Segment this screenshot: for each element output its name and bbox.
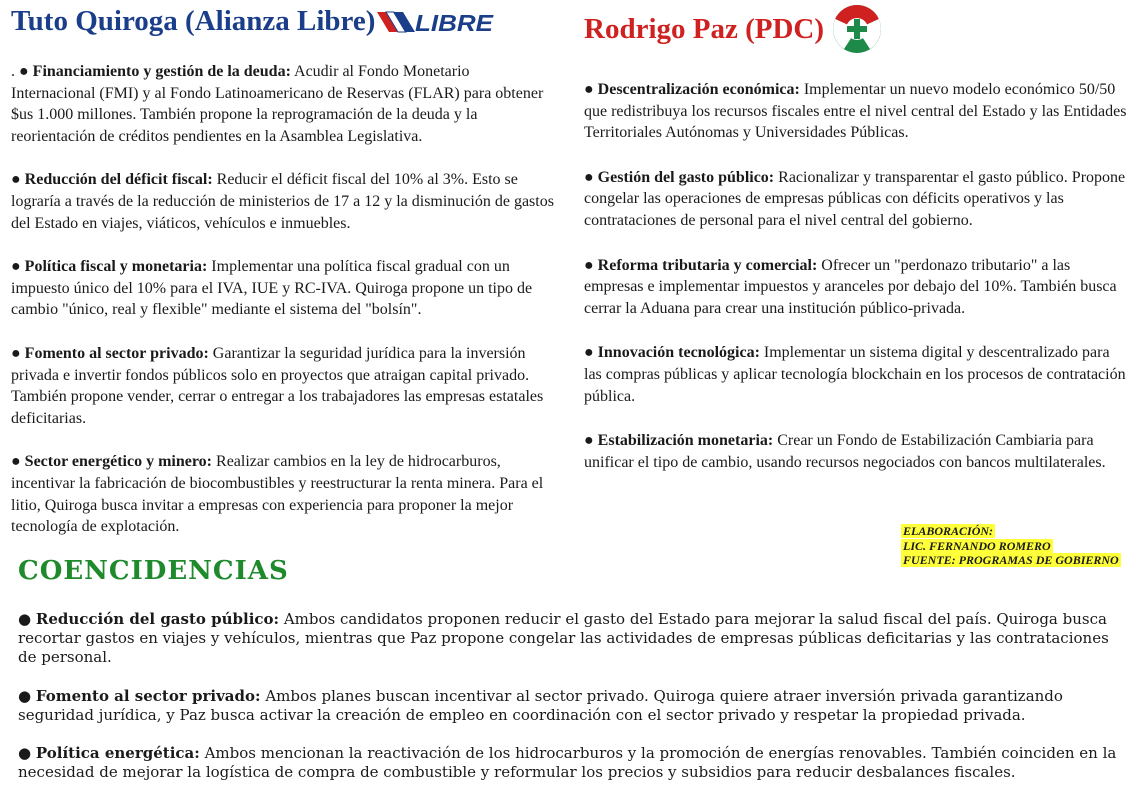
pdc-cross-icon bbox=[832, 4, 882, 54]
proposal-item: ● Gestión del gasto público: Racionalizar y transparentar el gasto público. Propone congelar las operaciones de empresas públicas con déficits operativos y las contrataciones de personal para el nivel central del gobierno. bbox=[584, 168, 1126, 229]
proposal-item: ● Innovación tecnológica: Implementar un sistema digital y descentralizado para las compras públicas y aplicar tecnología blockchain en los procesos de contratación pública. bbox=[584, 344, 1126, 405]
proposal-item: ● Reforma tributaria y comercial: Ofrecer un "perdonazo tributario" a las empresas e implementar impuestos y aranceles por debajo del 10%. También busca cerrar la Aduana para crear una institución público-privada. bbox=[584, 256, 1117, 317]
candidate-quiroga-name: Tuto Quiroga (Alianza Libre) bbox=[11, 5, 376, 37]
proposal-item: ● Política fiscal y monetaria: Implementar una política fiscal gradual con un impuesto único del 10% para el IVA, IUE y RC-IVA. Quiroga propone un tipo de cambio "único, real y flexible" mediante el sistema del "bolsín". bbox=[11, 258, 533, 319]
proposal-item: ● Reducción del déficit fiscal: Reducir el déficit fiscal del 10% al 3%. Esto se lograría a través de la reducción de ministerios de 17 a 12 y la disminución de gastos del Estado en viajes, viáticos, vehículos e inmuebles. bbox=[11, 171, 554, 232]
coincidence-item: ● Fomento al sector privado: Ambos planes buscan incentivar al sector privado. Quiroga quiere atraer inversión privada garantizando seguridad jurídica, y Paz busca activar la creación de empleo en coordinación con el sector privado y respetar la propiedad privada. bbox=[18, 686, 1063, 724]
credit-note bbox=[901, 524, 1121, 568]
candidate-paz-name: Rodrigo Paz (PDC) bbox=[584, 13, 825, 45]
candidate-paz-title bbox=[584, 4, 1129, 54]
coincidencias-list bbox=[18, 610, 1130, 801]
candidate-quiroga-title bbox=[11, 4, 556, 38]
pdc-logo bbox=[832, 4, 882, 54]
libre-flag-icon bbox=[377, 6, 495, 36]
libre-logo-text: LIBRE bbox=[415, 10, 495, 36]
proposal-item: ● Estabilización monetaria: Crear un Fondo de Estabilización Cambiaria para unificar el tipo de cambio, usando recursos negociados con bancos multilaterales. bbox=[584, 432, 1106, 471]
coincidence-item: ● Reducción del gasto público: Ambos candidatos proponen reducir el gasto del Estado para mejorar la salud fiscal del país. Quiroga busca recortar gastos en viajes y vehículos, mientras que Paz propone congelar las actividades de empresas públicas deficitarias y las contrataciones de personal. bbox=[18, 610, 1109, 667]
coincidence-item: ● Política energética: Ambos mencionan la reactivación de los hidrocarburos y la promoción de energías renovables. También coinciden en la necesidad de mejorar la logística de compra de combustible y reformular los precios y subsidios para reducir desbalances fiscales. bbox=[18, 744, 1117, 782]
candidate-paz-column bbox=[584, 4, 1129, 496]
proposal-item: ● Sector energético y minero: Realizar cambios en la ley de hidrocarburos, incentivar la fabricación de biocombustibles y reestructurar la renta minera. Para el litio, Quiroga busca invitar a empresas con experiencia para proponer la mejor tecnología de explotación. bbox=[11, 453, 544, 536]
candidate-quiroga-column bbox=[11, 4, 556, 560]
credit-line: ELABORACIÓN: bbox=[903, 524, 994, 538]
proposal-item: . ● Financiamiento y gestión de la deuda: Acudir al Fondo Monetario Internacional (FMI) y al Fondo Latinoamericano de Reservas (FLAR) para obtener $us 1.000 millones. También propone la reprogramación de la deuda y la reorientación de créditos pendientes en la Asamblea Legislativa. bbox=[11, 63, 544, 145]
credit-author: LIC. FERNANDO ROMERO bbox=[903, 538, 1051, 553]
coincidencias-title: COENCIDENCIAS bbox=[18, 556, 289, 586]
proposal-item: ● Fomento al sector privado: Garantizar la seguridad jurídica para la inversión privada e invertir fondos públicos solo en proyectos que atraigan capital privado. También propone vender, cerrar o entregar a los trabajadores las empresas estatales deficitarias. bbox=[11, 344, 544, 427]
credit-source: FUENTE: PROGRAMAS DE GOBIERNO bbox=[903, 553, 1119, 567]
paz-proposals bbox=[584, 79, 1129, 473]
quiroga-proposals bbox=[11, 61, 556, 538]
libre-logo bbox=[377, 6, 495, 36]
proposal-item: ● Descentralización económica: Implementar un nuevo modelo económico 50/50 que redistribuya los recursos fiscales entre el nivel central del Estado y las Entidades Territoriales Autónomas y Universidades Públicas. bbox=[584, 81, 1127, 142]
